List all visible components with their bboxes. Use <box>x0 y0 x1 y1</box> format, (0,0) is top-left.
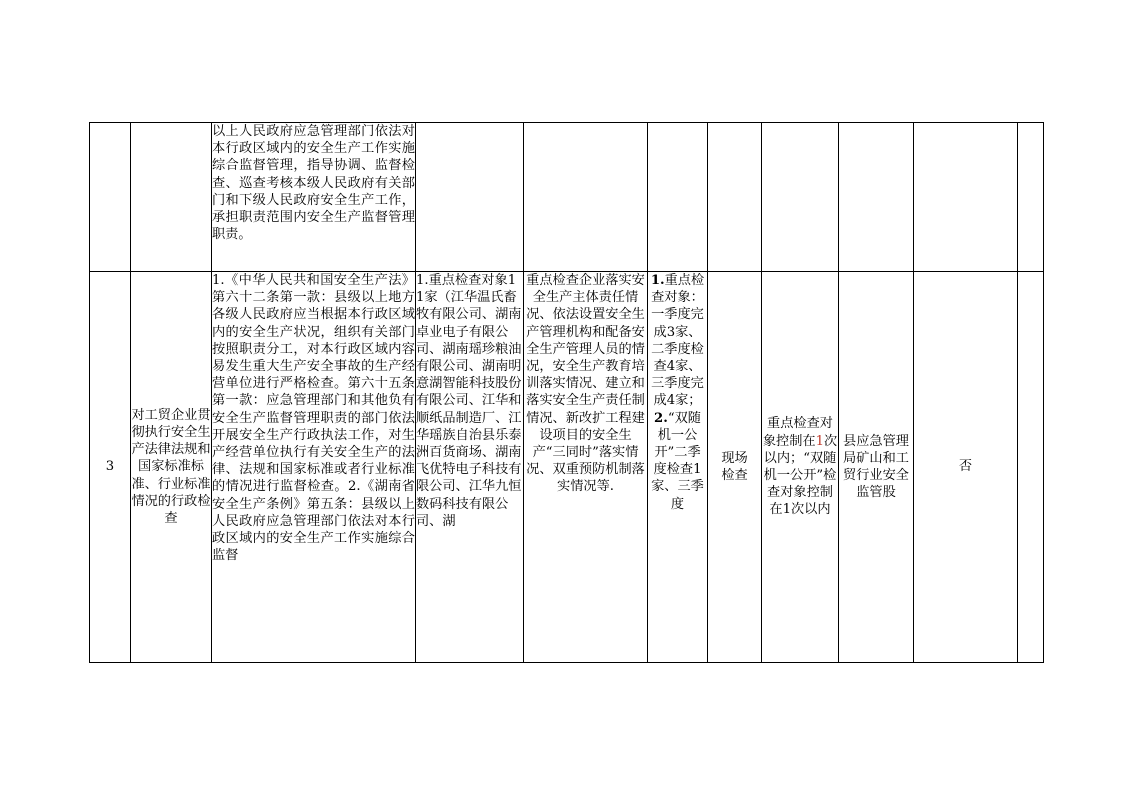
inspection-plan-cell <box>648 123 708 272</box>
remarks-cell <box>1018 272 1044 663</box>
joint-inspection-cell <box>914 272 1018 663</box>
table-row <box>90 272 1044 663</box>
row-number-cell <box>90 123 131 272</box>
inspection-plan-table <box>89 122 1044 663</box>
inspection-plan-cell <box>648 272 708 663</box>
row-number-cell <box>90 272 131 663</box>
inspection-ratio-cell <box>762 123 839 272</box>
plan-item-text: 重点检查对象：一季度完成3家、二季度检查4家、三季度完成4家； <box>651 273 705 409</box>
remarks-cell <box>1018 123 1044 272</box>
plan-item-text: “双随机一公开”二季度检查1家、三季度 <box>651 410 704 512</box>
inspection-ratio-cell <box>762 272 839 663</box>
joint-inspection-text: 否 <box>958 459 973 475</box>
item-name-cell <box>131 123 212 272</box>
inspection-method-cell <box>708 272 762 663</box>
inspection-content-cell <box>524 123 648 272</box>
inspection-content-text: 重点检查企业落实安全生产主体责任情况、依法设置安全生产管理机构和配备安全生产管理人员的情况，安全生产教育培训落实情况、建立和落实安全生产责任制情况、新改扩工程建设项目的安全生产“三同时”落实情况、双重预防机制落实情况等. <box>526 273 645 495</box>
inspection-method-text: 现场检查 <box>721 450 748 483</box>
legal-basis-cell <box>212 123 416 272</box>
inspection-method-cell <box>708 123 762 272</box>
inspection-objects-cell <box>416 272 524 663</box>
inspection-objects-text: 1.重点检查对象11家（江华温氏畜牧有限公司、湖南卓业电子有限公司、湖南瑶珍粮油有限公司、湖南明意湖智能科技股份有限公司、江华和顺纸品制造厂、江华瑶族自治县乐泰洲百货商场、湖南飞优特电子科技有限公司、江华九恒数码科技有限公司、湖 <box>416 273 522 529</box>
legal-basis-text: 以上人民政府应急管理部门依法对本行政区域内的安全生产工作实施综合监督管理，指导协调、监督检查、巡查考核本级人民政府有关部门和下级人民政府安全生产工作，承担职责范围内安全生产监督管理职责。 <box>212 124 415 243</box>
table-row <box>90 123 1044 272</box>
item-name-cell <box>131 272 212 663</box>
department-text: 县应急管理局矿山和工贸行业安全监管股 <box>843 433 909 501</box>
inspection-ratio-highlight: 1 <box>815 433 824 449</box>
joint-inspection-cell <box>914 123 1018 272</box>
legal-basis-text: 1.《中华人民共和国安全生产法》第六十二条第一款：县级以上地方各级人民政府应当根据本行政区域内的安全生产状况，组织有关部门按照职责分工，对本行政区域内容易发生重大生产安全事故的生产经营单位进行严格检查。第六十五条第一款：应急管理部门和其他负有安全生产监督管理职责的部门依法开展安全生产行政执法工作，对生产经营单位执行有关安全生产的法律、法规和国家标准或者行业标准的情况进行监督检查。2.《湖南省安全生产条例》第五条：县级以上人民政府应急管理部门依法对本行政区域内的安全生产工作实施综合监督 <box>212 273 415 564</box>
plan-item-number: 2. <box>654 410 668 426</box>
legal-basis-cell <box>212 272 416 663</box>
plan-item-number: 1. <box>650 273 665 288</box>
row-number: 3 <box>105 459 115 475</box>
inspection-objects-cell <box>416 123 524 272</box>
inspection-ratio-text: 次以内；“双随机一公开”检查对象控制在1次以内 <box>763 433 838 518</box>
department-cell <box>839 272 914 663</box>
department-cell <box>839 123 914 272</box>
item-name-text: 对工贸企业贯彻执行安全生产法律法规和国家标准标准、行业标准情况的行政检查 <box>131 407 211 526</box>
inspection-ratio-text: 重点检查对象控制在 <box>762 416 833 449</box>
inspection-content-cell <box>524 272 648 663</box>
